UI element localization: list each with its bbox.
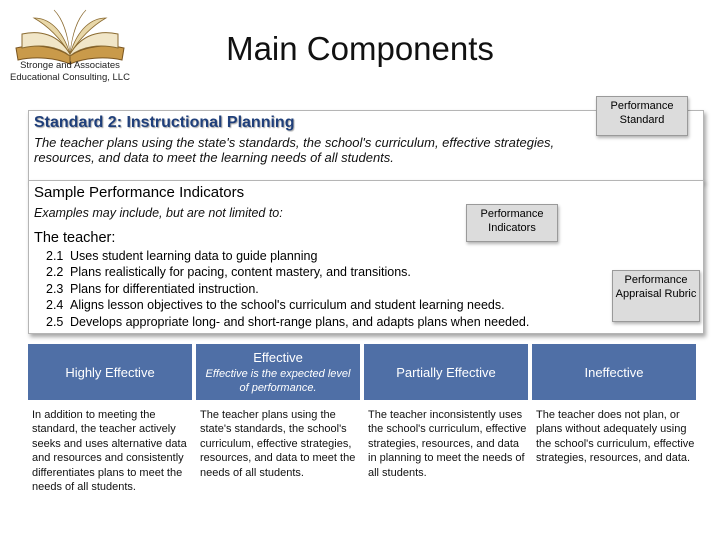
item-number: 2.5 xyxy=(46,314,64,329)
rubric-header-effective xyxy=(196,344,360,400)
callout-performance-standard: Performance Standard xyxy=(596,96,688,136)
rubric-header-label: Effective xyxy=(253,349,303,365)
rubric-header-partially-effective xyxy=(364,344,528,400)
rubric-cell-effective: The teacher plans using the state's standards, the school's curriculum, effective strategies, resources, and data to meet the needs of all students. xyxy=(200,409,356,479)
rubric-header-note: Effective is the expected level of performance. xyxy=(205,367,351,394)
list-item xyxy=(46,314,606,330)
indicators-subtitle: Examples may include, but are not limited to: xyxy=(34,206,283,220)
rubric-header-ineffective xyxy=(532,344,696,400)
rubric-header-highly-effective xyxy=(28,344,192,400)
callout-performance-indicators: Performance Indicators xyxy=(466,204,558,242)
rubric-table xyxy=(28,344,696,540)
item-number: 2.1 xyxy=(46,249,64,263)
rubric-header-label: Partially Effective xyxy=(396,364,496,380)
item-text: Plans realistically for pacing, content mastery, and transitions. xyxy=(70,265,411,280)
standard-title: Standard 2: Instructional Planning xyxy=(34,114,295,131)
page-title: Main Components xyxy=(226,30,494,67)
list-item xyxy=(46,248,606,264)
open-book-icon xyxy=(8,4,132,66)
list-item xyxy=(46,297,606,313)
item-number: 2.2 xyxy=(46,265,64,280)
item-text: Develops appropriate long- and short-range plans, and adapts plans when needed. xyxy=(70,314,530,329)
item-text: Aligns lesson objectives to the school's curriculum and student learning needs. xyxy=(70,298,505,313)
logo-text: Stronge and Associates Educational Consulting, LLC xyxy=(10,60,130,83)
list-item xyxy=(46,281,606,297)
item-text: Plans for differentiated instruction. xyxy=(70,281,259,296)
rubric-header-label: Highly Effective xyxy=(65,364,155,380)
indicators-title: Sample Performance Indicators xyxy=(34,184,245,201)
item-text: Uses student learning data to guide planning xyxy=(70,249,318,263)
standard-description: The teacher plans using the state's standards, the school's curriculum, effective strategies, resources, and data to meet the learning needs of all students. xyxy=(34,135,555,165)
callout-performance-appraisal-rubric: Performance Appraisal Rubric xyxy=(612,270,700,322)
item-number: 2.4 xyxy=(46,298,64,313)
rubric-header-label: Ineffective xyxy=(584,364,644,380)
list-item xyxy=(46,264,606,280)
rubric-cell-highly-effective: In addition to meeting the standard, the teacher actively seeks and uses alternative data and resources and consistently differentiates plans to meet the needs of all students. xyxy=(32,409,187,494)
indicator-list xyxy=(46,248,606,330)
item-number: 2.3 xyxy=(46,281,64,296)
indicators-lead: The teacher: xyxy=(34,230,116,246)
rubric-cell-partially-effective: The teacher inconsistently uses the school's curriculum, effective strategies, resources, and data in planning to meet the needs of all students. xyxy=(368,409,527,479)
rubric-cell-ineffective: The teacher does not plan, or plans without adequately using the school's curriculum, effective strategies, resources, and data. xyxy=(536,409,695,465)
